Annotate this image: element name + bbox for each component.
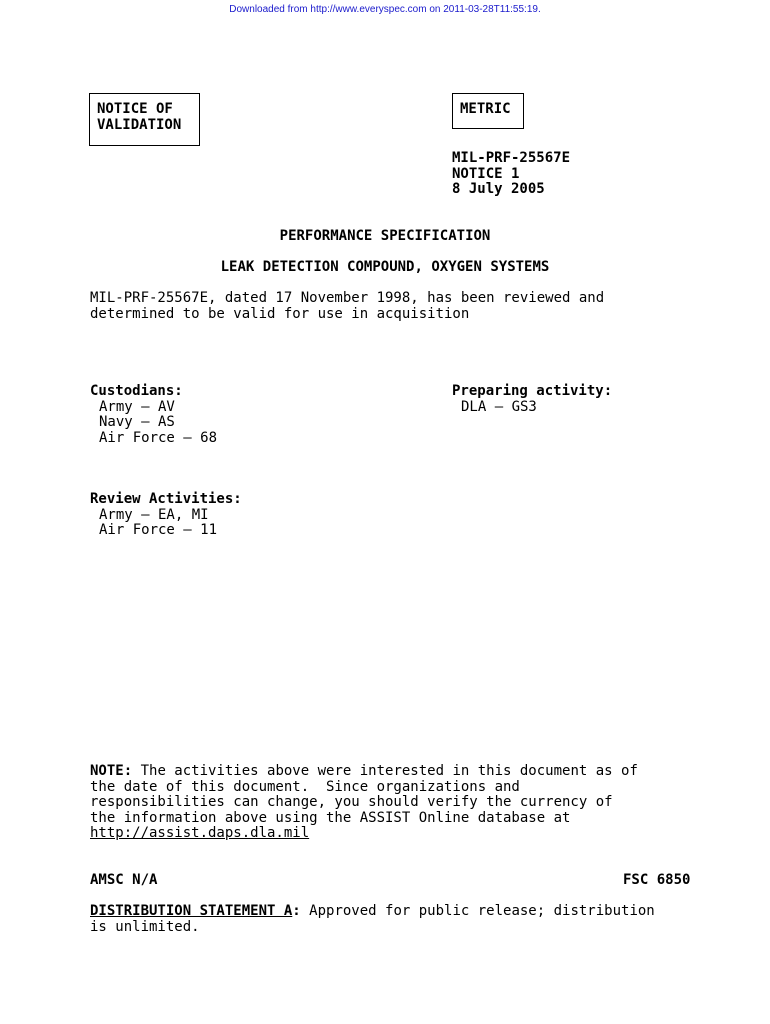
fsc-label: FSC 6850 [623,872,691,888]
note-line-2: the date of this document. Since organizations and [90,778,520,795]
notice-box-line-1: NOTICE OF [97,101,173,117]
note-line-3: responsibilities can change, you should verify the currency of [90,794,613,811]
distribution-text-line-2: is unlimited. [90,918,200,935]
amsc-label: AMSC N/A [90,872,158,888]
note-paragraph [90,764,638,842]
custodian-item: Army – AV [99,398,175,415]
note-label: NOTE: [90,763,133,779]
review-activity-item: Air Force – 11 [99,522,218,539]
notice-number: NOTICE 1 [452,165,520,182]
notice-of-validation-box [89,93,200,146]
doc-number: MIL-PRF-25567E [452,150,571,166]
document-identifier [452,151,570,198]
validation-statement [90,291,604,322]
preparing-activity-block [452,384,612,415]
download-source-line: Downloaded from http://www.everyspec.com on 2011-03-28T11:55:19. [229,4,541,15]
distribution-statement [90,904,655,935]
validation-line-1: MIL-PRF-25567E, dated 17 November 1998, has been reviewed and [90,290,605,306]
notice-box-line-2: VALIDATION [97,116,182,133]
metric-box [452,93,524,129]
note-line-4: the information above using the ASSIST Online database at [90,809,571,826]
custodian-item: Air Force – 68 [99,429,218,446]
distribution-label: DISTRIBUTION STATEMENT A [90,903,293,919]
metric-label: METRIC [460,101,511,117]
review-activity-item: Army – EA, MI [99,506,209,523]
spec-title-heading: LEAK DETECTION COMPOUND, OXYGEN SYSTEMS [220,259,550,275]
validation-line-2: determined to be valid for use in acquisition [90,305,470,322]
review-activities-heading: Review Activities: [90,491,242,507]
custodians-block [90,384,217,446]
preparing-activity-heading: Preparing activity: [452,383,613,399]
spec-type-heading: PERFORMANCE SPECIFICATION [279,228,491,244]
assist-database-link[interactable]: http://assist.daps.dla.mil [90,825,310,842]
note-line-1: The activities above were interested in this document as of [132,763,638,779]
notice-date: 8 July 2005 [452,181,545,198]
review-activities-block [90,492,242,539]
distribution-colon: : [292,903,301,919]
custodians-heading: Custodians: [90,383,183,399]
custodian-item: Navy – AS [99,414,175,431]
preparing-activity-item: DLA – GS3 [461,398,537,415]
distribution-text: Approved for public release; distribution [300,903,655,919]
